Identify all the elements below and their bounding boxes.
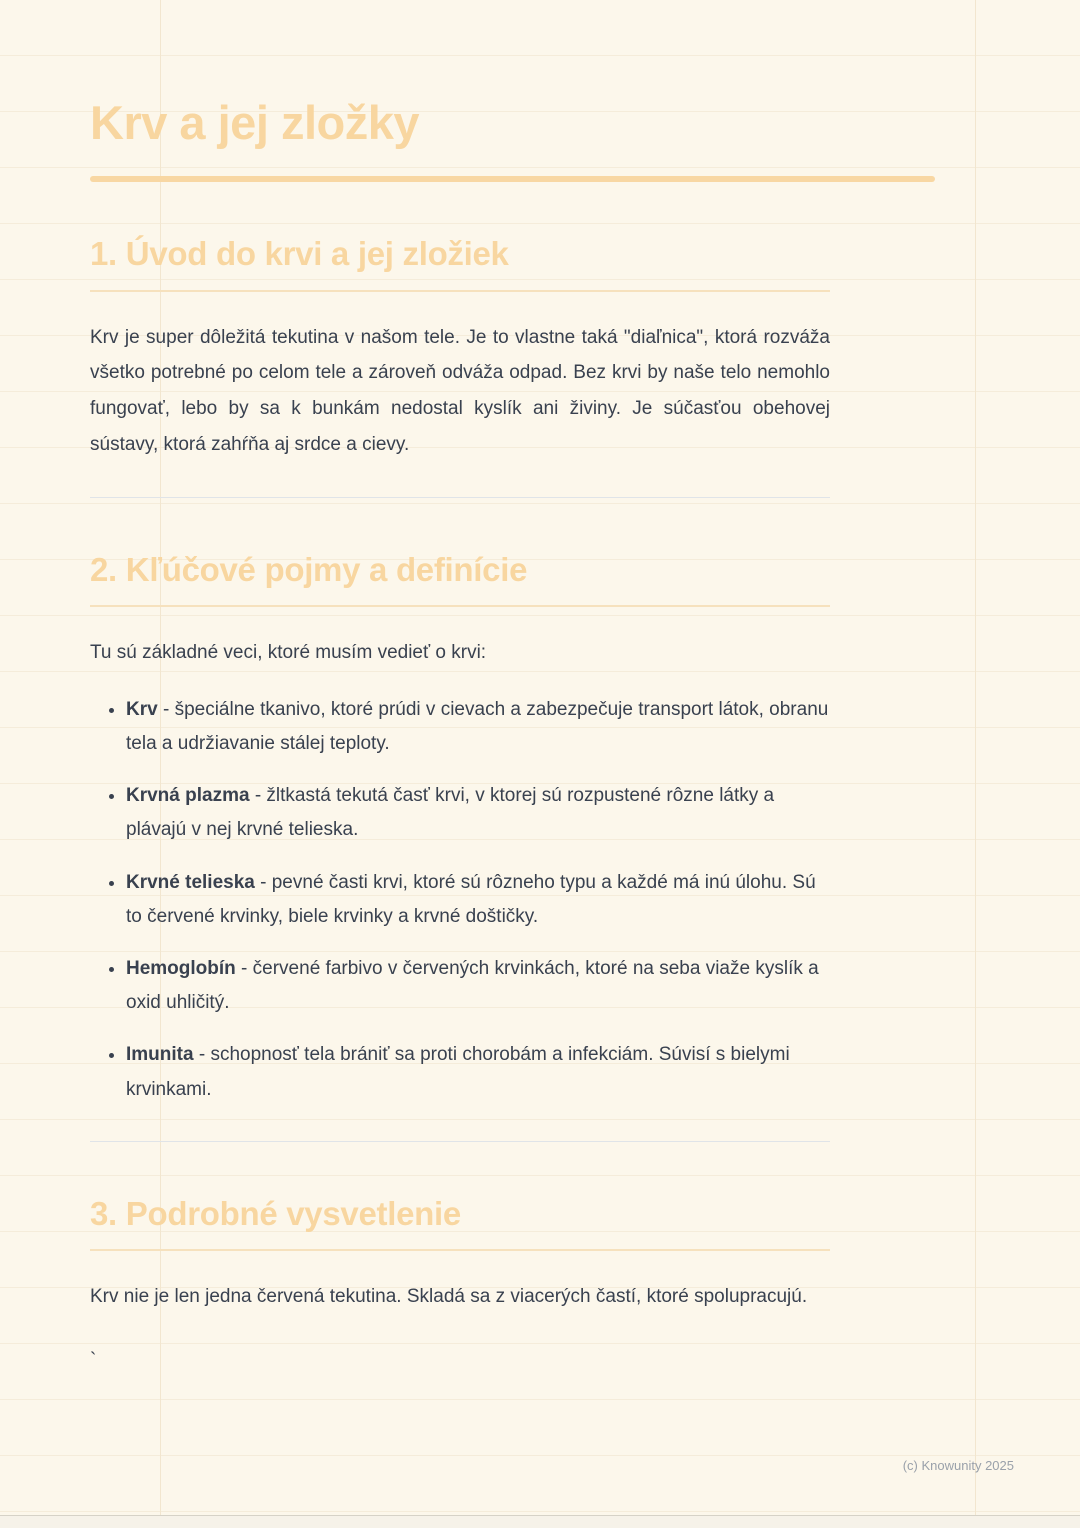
section-3-paragraph: Krv nie je len jedna červená tekutina. Skladá sa z viacerých častí, ktoré spolupracujú.	[90, 1286, 808, 1308]
list-item	[126, 866, 830, 934]
section-1-paragraph: Krv je super dôležitá tekutina v našom tele. Je to vlastne taká "diaľnica", ktorá rozváža všetko potrebné po celom tele a zároveň odváža odpad. Bez krvi by naše telo nemohlo fungovať, lebo by sa k bunkám nedostal kyslík ani živiny. Je súčasťou obehovej sústavy, ktorá zahŕňa aj srdce a cievy.	[90, 326, 830, 455]
page-title: Krv a jej zložky	[90, 96, 419, 149]
section-2-heading: 2. Kľúčové pojmy a definície	[90, 550, 830, 608]
term-label: Krvné telieska	[126, 871, 255, 893]
list-item	[126, 952, 830, 1020]
key-terms-list	[90, 693, 830, 1107]
term-description: - červené farbivo v červených krvinkách, ktoré na seba viaže kyslík a oxid uhličitý.	[126, 957, 819, 1014]
page-bottom-edge	[0, 1515, 1080, 1528]
section-3-heading: 3. Podrobné vysvetlenie	[90, 1194, 830, 1252]
list-item	[126, 693, 830, 761]
section-2-intro: Tu sú základné veci, ktoré musím vedieť o krvi:	[90, 642, 487, 664]
stray-backtick-mark: `	[90, 1350, 97, 1372]
title-underline-rule	[90, 176, 935, 182]
section-divider-1	[90, 497, 830, 498]
section-1-heading: 1. Úvod do krvi a jej zložiek	[90, 234, 830, 292]
term-label: Hemoglobín	[126, 957, 236, 979]
term-description: - špeciálne tkanivo, ktoré prúdi v cievach a zabezpečuje transport látok, obranu tela a udržiavanie stálej teploty.	[126, 698, 829, 755]
term-description: - žltkastá tekutá časť krvi, v ktorej sú rozpustené rôzne látky a plávajú v nej krvné telieska.	[126, 785, 775, 841]
footer-copyright: (c) Knowunity 2025	[902, 1458, 1014, 1473]
term-description: - pevné časti krvi, ktoré sú rôzneho typu a každé má inú úlohu. Sú to červené krvinky, biele krvinky a krvné doštičky.	[126, 871, 816, 927]
margin-line-right	[975, 0, 976, 1515]
term-label: Krv	[126, 698, 158, 720]
section-divider-2	[90, 1141, 830, 1142]
list-item	[126, 1038, 830, 1106]
document-content	[90, 0, 935, 1379]
term-label: Krvná plazma	[126, 785, 250, 807]
term-label: Imunita	[126, 1044, 194, 1066]
term-description: - schopnosť tela brániť sa proti chorobám a infekciám. Súvisí s bielymi krvinkami.	[126, 1044, 790, 1100]
list-item	[126, 779, 830, 847]
